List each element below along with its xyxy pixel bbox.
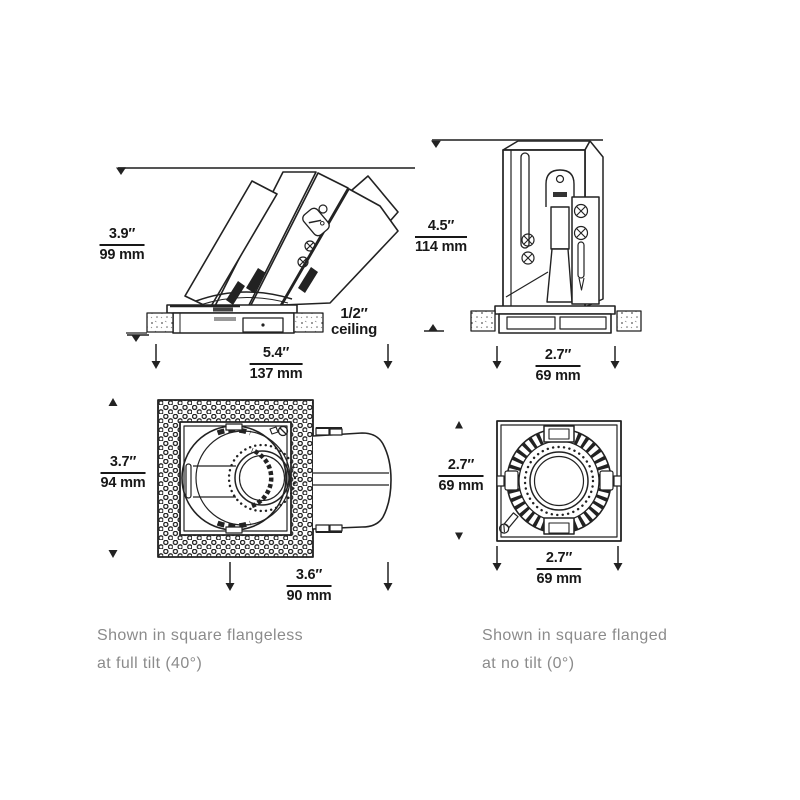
side-view-full-tilt-drawing [116, 168, 415, 370]
tilted-lamp-body [185, 172, 398, 308]
dimension-mm: 69 mm [536, 571, 582, 588]
dimension-inches: 2.7″ [536, 348, 581, 367]
front-height-dimension-label [415, 219, 467, 256]
caption-line-1: Shown in square flanged [482, 627, 668, 644]
flanged-width-dimension-label [537, 551, 582, 588]
dimension-inches: 4.5″ [415, 219, 467, 238]
side-height-dimension-label [100, 227, 145, 264]
dimension-mm: 69 mm [438, 478, 484, 495]
dimension-mm: 99 mm [99, 247, 145, 264]
ceiling-section-left [471, 311, 495, 331]
dimension-mm: 69 mm [535, 368, 581, 385]
housing-body [503, 141, 603, 307]
caption-line-1: Shown in square flangeless [97, 627, 304, 644]
caption-line-2: at full tilt (40°) [97, 655, 203, 672]
dimension-mm: 90 mm [286, 588, 332, 605]
ceiling-thickness-value: 1/2″ [340, 305, 368, 322]
dimension-mm: 94 mm [100, 475, 146, 492]
mounting-base [126, 305, 323, 333]
flangeless-face-view-drawing [109, 398, 393, 591]
dimension-inches: 2.7″ [439, 458, 484, 477]
side-width-dimension-label [250, 346, 303, 383]
mounting-base [471, 306, 641, 333]
caption-line-2: at no tilt (0°) [482, 655, 575, 672]
ceiling-thickness-word: ceiling [330, 320, 378, 338]
flanged-caption [482, 622, 667, 678]
dimension-mm: 137 mm [249, 366, 303, 383]
front-width-dimension-label [536, 348, 581, 385]
dimension-inches: 2.7″ [537, 551, 582, 570]
flangeless-caption [97, 622, 303, 678]
dimension-mm: 114 mm [414, 239, 468, 256]
flanged-face-view-drawing [455, 421, 623, 571]
flanged-height-dimension-label [439, 458, 484, 495]
dimension-inches: 3.9″ [100, 227, 145, 246]
dimension-inches: 3.7″ [101, 455, 146, 474]
dimension-inches: 3.6″ [287, 568, 332, 587]
ceiling-section-right [617, 311, 641, 331]
ceiling-section-left [147, 313, 173, 332]
ceiling-section-right [294, 313, 323, 332]
rear-cylinder-housing [313, 428, 391, 532]
ceiling-thickness-label [331, 306, 377, 338]
flangeless-width-dimension-label [287, 568, 332, 605]
dimension-inches: 5.4″ [250, 346, 303, 365]
flangeless-height-dimension-label [101, 455, 146, 492]
